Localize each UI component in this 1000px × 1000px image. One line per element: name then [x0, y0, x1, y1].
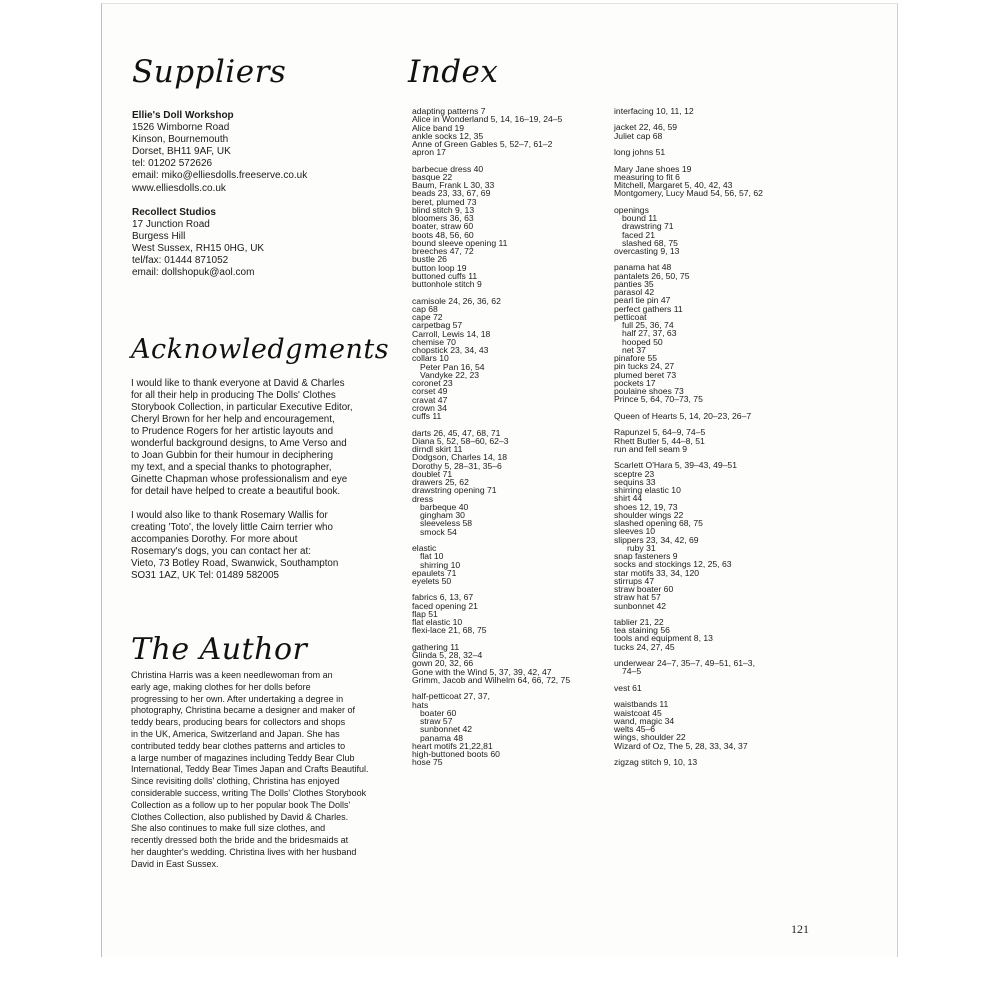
index-entry: Wizard of Oz, The 5, 28, 33, 34, 37	[614, 740, 748, 751]
index-entry: cap 68	[412, 303, 438, 314]
index-entry: chopstick 23, 34, 43	[412, 345, 489, 356]
supplier-address-line: West Sussex, RH15 0HG, UK	[132, 242, 265, 254]
text-line: teddy bears, producing bears for collectors and shops	[131, 717, 346, 728]
index-subentry: full 25, 36, 74	[622, 320, 674, 331]
text-line: Since revisiting dolls' clothing, Christina has enjoyed	[131, 776, 340, 787]
text-line: Cheryl Brown for her help and encouragement,	[131, 414, 335, 425]
index-entry: button loop 19	[412, 262, 467, 273]
supplier-address-line: tel/fax: 01444 871052	[132, 255, 229, 267]
index-entry: hats	[412, 699, 429, 710]
text-line: I would like to thank everyone at David & Charles	[131, 378, 345, 389]
index-entry: zigzag stitch 9, 10, 13	[614, 756, 698, 767]
text-line: Vieto, 73 Botley Road, Swanwick, Southampton	[131, 558, 339, 569]
index-entry: buttoned cuffs 11	[412, 270, 478, 281]
index-column-2	[614, 107, 763, 766]
index-entry: flap 51	[412, 608, 438, 619]
index-entry: hose 75	[412, 757, 443, 768]
index-entry: sceptre 23	[614, 468, 655, 479]
index-entry: vest 61	[614, 682, 642, 693]
index-entry: tucks 24, 27, 45	[614, 641, 675, 652]
index-entry: shoes 12, 19, 73	[614, 501, 678, 512]
index-entry: openings	[614, 204, 649, 215]
index-entry: waistcoat 45	[614, 707, 662, 718]
index-entry: panama hat 48	[614, 262, 672, 273]
index-entry: Rhett Butler 5, 44–8, 51	[614, 435, 705, 446]
author-heading: The Author	[131, 632, 308, 667]
index-entry: straw boater 60	[614, 584, 674, 594]
index-entry: epaulets 71	[412, 567, 457, 578]
index-entry: cravat 47	[412, 394, 448, 405]
index-subentry: smock 54	[420, 526, 457, 537]
index-entry: bound sleeve opening 11	[412, 237, 508, 248]
text-line: International, Teddy Bear Times Japan and Crafts Beautiful.	[131, 764, 369, 775]
index-entry: Baum, Frank L 30, 33	[412, 180, 495, 191]
index-entry: Mary Jane shoes 19	[614, 163, 692, 174]
text-line: a large number of magazines including Teddy Bear Club	[131, 752, 355, 763]
index-entry: camisole 24, 26, 36, 62	[412, 295, 501, 306]
index-entry: petticoat	[614, 311, 647, 322]
index-entry: Queen of Hearts 5, 14, 20–23, 26–7	[614, 410, 752, 421]
text-line: Collection as a follow up to her popular book The Dolls'	[131, 799, 351, 810]
index-entry: Mitchell, Margaret 5, 40, 42, 43	[614, 180, 733, 191]
index-entry: beads 23, 33, 67, 69	[412, 188, 491, 199]
supplier-address-line: Kinson, Bournemouth	[132, 134, 229, 146]
supplier-entry	[132, 207, 307, 280]
index-column-1	[412, 107, 570, 767]
text-line: Rosemary's dogs, you can contact her at:	[131, 546, 311, 557]
index-entry: wings, shoulder 22	[614, 732, 686, 743]
index-subentry: net 37	[622, 344, 646, 355]
text-line: wonderful background designs, to Ame Verso and	[131, 438, 347, 449]
text-line: recently dressed both the bride and the bridesmaids at	[131, 835, 349, 846]
text-line: considerable success, writing The Dolls' Clothes Storybook	[131, 787, 367, 798]
text-line: progressing to her own. After undertaking a degree in	[131, 693, 344, 704]
index-entry: boots 48, 56, 60	[412, 229, 474, 240]
text-line: creating 'Toto', the lovely little Cairn terrier who	[131, 522, 333, 533]
supplier-name: Recollect Studios	[132, 206, 216, 218]
index-entry: perfect gathers 11	[614, 303, 683, 314]
index-entry: chemise 70	[412, 336, 456, 347]
index-subentry: Peter Pan 16, 54	[420, 361, 485, 372]
index-entry: crown 34	[412, 402, 447, 413]
index-entry: overcasting 9, 13	[614, 246, 680, 256]
index-entry: Alice in Wonderland 5, 14, 16–19, 24–5	[412, 114, 563, 125]
index-subentry: drawstring 71	[622, 221, 674, 232]
text-line: Storybook Collection, in particular Executive Editor,	[131, 402, 353, 413]
text-line: for all their help in producing The Dolls' Clothes	[131, 390, 336, 401]
index-subentry: boater 60	[420, 707, 457, 718]
index-entry: heart motifs 21,22,81	[412, 740, 493, 751]
index-entry: socks and stockings 12, 25, 63	[614, 559, 732, 570]
index-entry: pinafore 55	[614, 353, 658, 364]
index-entry: shoulder wings 22	[614, 509, 684, 520]
index-entry: pin tucks 24, 27	[614, 361, 675, 372]
index-entry: coronet 23	[412, 378, 453, 389]
index-entry: corset 49	[412, 386, 448, 397]
index-entry: flexi-lace 21, 68, 75	[412, 625, 487, 636]
index-entry: basque 22	[412, 171, 453, 182]
supplier-address-line: 17 Junction Road	[132, 218, 210, 230]
text-line: Christina Harris was a keen needlewoman from an	[131, 670, 333, 680]
index-subentry: faced 21	[622, 229, 655, 240]
index-entry: buttonhole stitch 9	[412, 279, 482, 290]
index-entry: Alice band 19	[412, 122, 465, 133]
index-subentry: sunbonnet 42	[420, 724, 473, 735]
index-entry: bustle 26	[412, 254, 447, 265]
index-entry: half-petticoat 27, 37,	[412, 691, 490, 702]
index-entry: elastic	[412, 543, 437, 553]
index-entry: Montgomery, Lucy Maud 54, 56, 57, 62	[614, 188, 763, 199]
index-entry: doublet 71	[412, 468, 453, 479]
supplier-address-line: Burgess Hill	[132, 230, 186, 242]
text-line: I would also like to thank Rosemary Wallis for	[131, 510, 328, 521]
index-entry: jacket 22, 46, 59	[614, 122, 678, 133]
index-entry: sequins 33	[614, 476, 656, 487]
index-entry: bloomers 36, 63	[412, 213, 474, 224]
index-entry: shirring elastic 10	[614, 485, 681, 495]
index-entry: Scarlett O'Hara 5, 39–43, 49–51	[614, 460, 737, 471]
index-subentry: panama 48	[420, 732, 464, 743]
index-entry: eyelets 50	[412, 576, 452, 586]
index-entry: faced opening 21	[412, 600, 478, 611]
text-line: to Joan Gubbin for their humour in deciphering	[131, 450, 334, 461]
index-entry: darts 26, 45, 47, 68, 71	[412, 427, 501, 438]
index-entry: Juliet cap 68	[614, 130, 663, 141]
index-subentry: sleeveless 58	[420, 518, 473, 529]
index-entry: cape 72	[412, 312, 443, 323]
supplier-address-line: email: miko@elliesdolls.freeserve.co.uk	[132, 170, 308, 182]
index-entry: pantalets 26, 50, 75	[614, 270, 690, 281]
supplier-name: Ellie's Doll Workshop	[132, 110, 234, 121]
index-entry: Dorothy 5, 28–31, 35–6	[412, 460, 502, 471]
index-subentry: hooped 50	[622, 336, 663, 347]
index-entry: gathering 11	[412, 641, 460, 652]
index-entry: panties 35	[614, 278, 654, 289]
index-entry: flat elastic 10	[412, 617, 463, 628]
index-entry: snap fasteners 9	[614, 551, 678, 561]
text-line: for detail have helped to create a beautiful book.	[131, 486, 341, 497]
index-entry: barbecue dress 40	[412, 163, 484, 174]
index-subentry: Vandyke 22, 23	[420, 369, 480, 380]
index-entry: fabrics 6, 13, 67	[412, 592, 474, 603]
index-subentry: half 27, 37, 63	[622, 328, 677, 339]
index-entry: Anne of Green Gables 5, 52–7, 61–2	[412, 139, 553, 149]
text-line: in the UK, America, Switzerland and Japan. She has	[131, 728, 340, 739]
index-subentry: ruby 31	[627, 542, 656, 553]
index-entry: adapting patterns 7	[412, 106, 486, 116]
index-entry: slippers 23, 34, 42, 69	[614, 534, 699, 545]
index-subentry: 74–5	[622, 666, 642, 677]
index-entry: straw hat 57	[614, 592, 661, 603]
author-bio	[131, 670, 368, 871]
index-entry: poulaine shoes 73	[614, 386, 684, 397]
text-line: Clothes Collection, also published by David & Charles.	[131, 811, 349, 822]
index-entry: drawstring opening 71	[412, 485, 497, 496]
index-subentry: flat 10	[420, 551, 444, 562]
text-line: contributed teddy bear clothes patterns and articles to	[131, 740, 346, 751]
text-line: my text, and a special thanks to photographer,	[131, 462, 332, 473]
index-entry: blind stitch 9, 13	[412, 204, 475, 215]
index-entry: ankle socks 12, 35	[412, 130, 484, 141]
index-subentry: slashed 68, 75	[622, 237, 678, 248]
supplier-address-line: www.elliesdolls.co.uk	[132, 182, 226, 194]
supplier-address-line: tel: 01202 572626	[132, 158, 213, 170]
text-line: photography, Christina became a designer and maker of	[131, 705, 355, 716]
index-entry: Grimm, Jacob and Wilhelm 64, 66, 72, 75	[412, 674, 571, 685]
supplier-address-line: Dorset, BH11 9AF, UK	[132, 146, 231, 158]
text-line: early age, making clothes for her dolls before	[131, 681, 311, 692]
index-entry: Glinda 5, 28, 32–4	[412, 650, 483, 661]
index-entry: interfacing 10, 11, 12	[614, 106, 694, 116]
index-entry: sunbonnet 42	[614, 600, 667, 611]
index-entry: shirt 44	[614, 493, 643, 504]
index-entry: apron 17	[412, 147, 446, 158]
text-line: Ginette Chapman whose professionalism and eye	[131, 474, 348, 485]
suppliers-list	[132, 110, 307, 279]
index-entry: carpetbag 57	[412, 320, 463, 331]
supplier-address-line: email: dollshopuk@aol.com	[132, 267, 255, 279]
index-entry: Carroll, Lewis 14, 18	[412, 328, 491, 339]
index-entry: stirrups 47	[614, 575, 655, 586]
page-number: 121	[791, 922, 809, 936]
index-subentry: shirring 10	[420, 559, 461, 570]
index-entry: dress	[412, 493, 434, 504]
index-entry: dirndl skirt 11	[412, 444, 463, 455]
index-subentry: barbeque 40	[420, 501, 469, 512]
index-entry: tea staining 56	[614, 625, 670, 636]
index-entry: plumed beret 73	[614, 369, 677, 380]
index-entry: sleeves 10	[614, 526, 656, 537]
acknowledgments-text	[131, 378, 353, 582]
index-heading: Index	[408, 54, 499, 90]
index-entry: high-buttoned boots 60	[412, 749, 500, 760]
index-entry: long johns 51	[614, 147, 666, 158]
index-entry: waistbands 11	[614, 699, 669, 710]
index-entry: pockets 17	[614, 377, 656, 388]
index-entry: underwear 24–7, 35–7, 49–51, 61–3,	[614, 658, 755, 669]
index-entry: tablier 21, 22	[614, 616, 664, 627]
index-entry: Rapunzel 5, 64–9, 74–5	[614, 427, 706, 438]
index-entry: drawers 25, 62	[412, 477, 469, 488]
index-entry: cuffs 11	[412, 411, 442, 422]
index-entry: pearl tie pin 47	[614, 295, 671, 306]
index-entry: Dodgson, Charles 14, 18	[412, 452, 508, 463]
index-entry: breeches 47, 72	[412, 246, 474, 257]
index-entry: Gone with the Wind 5, 37, 39, 42, 47	[412, 666, 552, 677]
text-line: to Prudence Rogers for her artistic layouts and	[131, 426, 334, 437]
index-entry: gown 20, 32, 66	[412, 658, 474, 669]
supplier-address-line: 1526 Wimborne Road	[132, 122, 230, 134]
index-entry: tools and equipment 8, 13	[614, 633, 713, 644]
index-entry: collars 10	[412, 353, 449, 364]
index-entry: wand, magic 34	[614, 715, 675, 726]
index-entry: Diana 5, 52, 58–60, 62–3	[412, 435, 509, 446]
text-line: She also continues to make full size clothes, and	[131, 823, 326, 834]
index-entry: welts 45–6	[614, 724, 656, 734]
index-entry: run and fell seam 9	[614, 443, 688, 454]
suppliers-heading: Suppliers	[132, 54, 287, 90]
supplier-entry	[132, 110, 307, 195]
text-line: her daughter's wedding. Christina lives with her husband	[131, 846, 357, 857]
index-subentry: straw 57	[420, 716, 453, 727]
index-entry: slashed opening 68, 75	[614, 518, 703, 528]
text-line: SO31 1AZ, UK Tel: 01489 582005	[131, 570, 279, 581]
index-subentry: gingham 30	[420, 510, 465, 521]
index-entry: star motifs 33, 34, 120	[614, 567, 700, 578]
text-line: David in East Sussex.	[131, 858, 219, 869]
index-entry: Prince 5, 64, 70–73, 75	[614, 394, 703, 405]
index-entry: parasol 42	[614, 287, 655, 298]
index-entry: measuring to fit 6	[614, 171, 680, 182]
index-entry: beret, plumed 73	[412, 196, 477, 207]
acknowledgments-heading: Acknowledgments	[131, 334, 390, 365]
index-entry: boater, straw 60	[412, 221, 474, 232]
text-line: accompanies Dorothy. For more about	[131, 534, 298, 545]
index-subentry: bound 11	[622, 213, 658, 223]
